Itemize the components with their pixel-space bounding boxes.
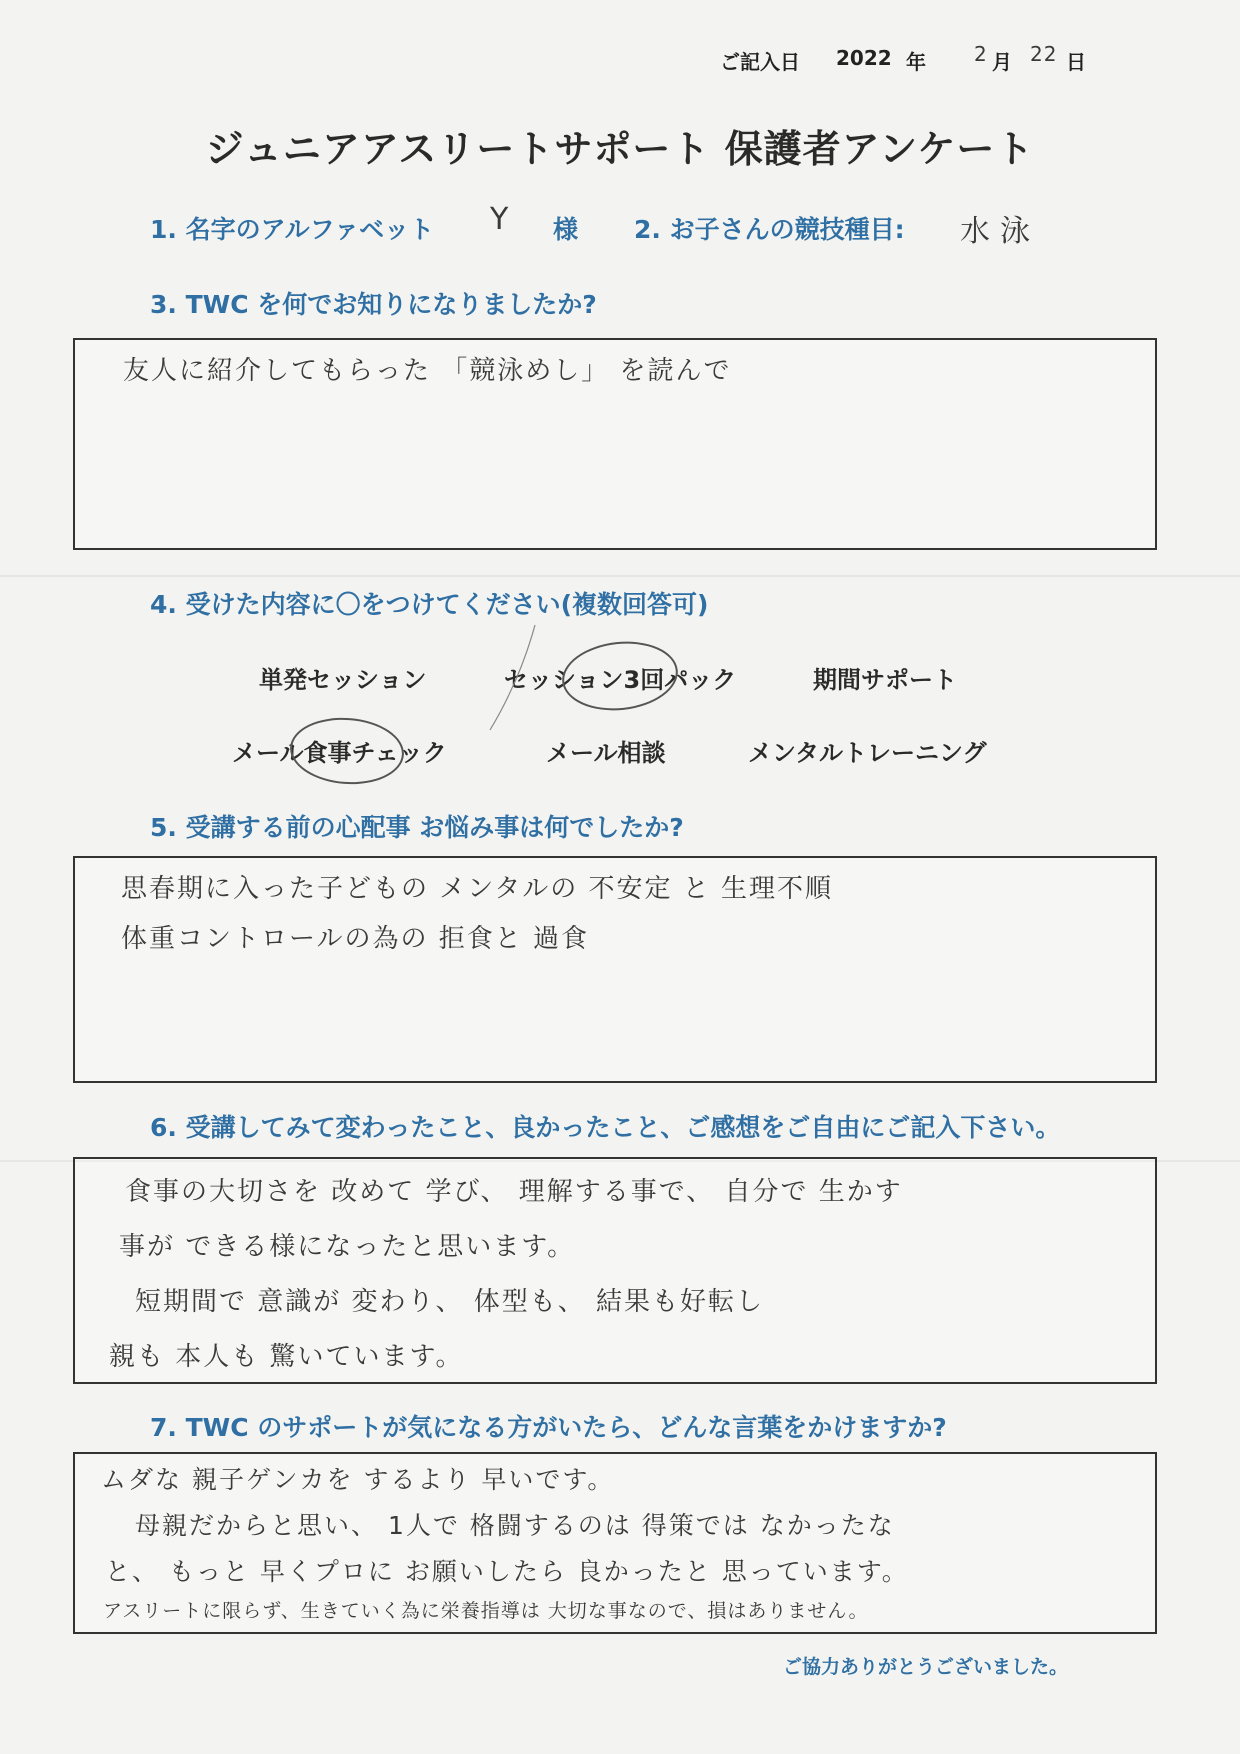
q2-answer: 水泳 [960,214,1040,249]
q7-answer-box [73,1452,1157,1634]
q6-answer-box [73,1157,1157,1384]
q5-answer-line: 思春期に入った子どもの メンタルの 不安定 と 生理不順 [121,874,834,904]
q6-answer-line: 短期間で 意識が 変わり、 体型も、 結果も好転し [135,1287,765,1317]
date-month-unit: 月 [992,50,1012,74]
q4-label: 4. 受けた内容に〇をつけてください(複数回答可) [150,590,709,619]
thanks-message: ご協力ありがとうございました。 [783,1656,1069,1678]
q5-answer-box [73,856,1157,1083]
q7-answer-line: 母親だからと思い、 1人で 格闘するのは 得策では なかったな [135,1511,895,1540]
q6-answer-line: 事が できる様になったと思います。 [119,1232,576,1262]
q7-answer-line: と、 もっと 早くプロに お願いしたら 良かったと 思っています。 [105,1557,909,1586]
q6-answer-line: 食事の大切さを 改めて 学び、 理解する事で、 自分で 生かす [125,1177,903,1207]
q3-answer-box [73,338,1157,550]
q6-answer-line: 親も 本人も 驚いています。 [109,1342,464,1372]
option-mail-consultation: メール相談 [546,739,666,767]
option-single-session: 単発セッション [259,666,427,694]
q5-label: 5. 受講する前の心配事 お悩み事は何でしたか? [150,813,684,842]
q7-answer-line: ムダな 親子ゲンカを するより 早いです。 [101,1465,615,1494]
q5-answer-line: 体重コントロールの為の 拒食と 過食 [121,924,590,954]
q3-label: 3. TWC を何でお知りになりましたか? [150,290,597,319]
q2-label: 2. お子さんの競技種目: [634,215,905,244]
page-title: ジュニアアスリートサポート 保護者アンケート [205,127,1035,171]
date-year-unit: 年 [906,50,926,74]
date-day: 22 [1030,42,1058,66]
date-day-unit: 日 [1066,50,1086,74]
date-year: 2022 [836,46,892,70]
q7-answer-line: アスリートに限らず、生きていく為に栄養指導は 大切な事なので、損はありません。 [103,1600,869,1622]
entry-date [720,40,1100,80]
date-label: ご記入日 [720,50,800,74]
option-three-session-pack: セッション3回パック [504,666,737,694]
q6-label: 6. 受講してみて変わったこと、良かったこと、ご感想をご自由にご記入下さい。 [150,1113,1061,1142]
selection-circle-three-session [559,636,681,716]
option-period-support: 期間サポート [813,666,957,694]
date-month: 2 [974,42,988,66]
q1-answer: Y [490,202,509,237]
q1-label: 1. 名字のアルファベット [150,215,435,244]
selection-circle-meal-check [288,714,406,788]
q7-label: 7. TWC のサポートが気になる方がいたら、どんな言葉をかけますか? [150,1413,947,1442]
paper-fold-line [0,575,1240,577]
option-mail-meal-check: メール食事チェック [232,739,447,767]
option-mental-training: メンタルトレーニング [748,739,987,767]
pen-stroke [480,620,560,740]
q3-answer-line: 友人に紹介してもらった 「競泳めし」 を読んで [123,356,732,386]
q1-suffix: 様 [553,215,579,244]
